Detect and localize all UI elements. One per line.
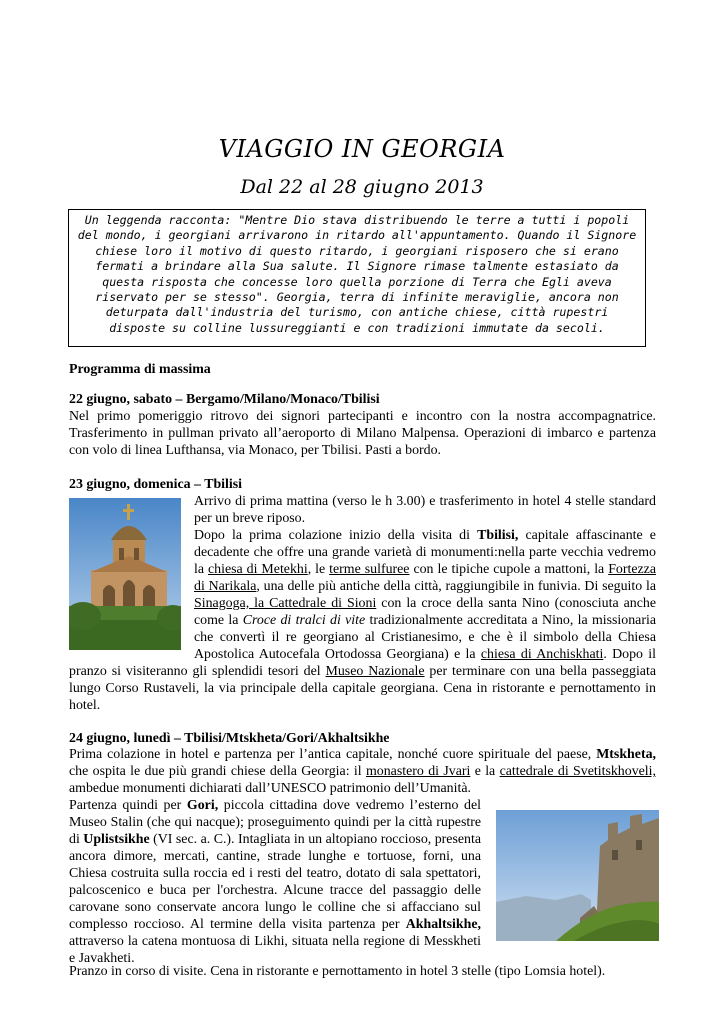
day3-text-1: Prima colazione in hotel e partenza per l’antica capitale, nonché cuore spirituale del paese, Mtskheta, che ospita le due più grandi chiese della Georgia: il monastero di Jvari e la cattedrale di Svetitskhoveli, ambedue monumenti dichiarati dall’UNESCO patrimonio dell’Umanità. [69,747,657,796]
day1-heading: 22 giugno, sabato – Bergamo/Milano/Monaco/Tbilisi [69,392,380,407]
link-metekhi: chiesa di Metekhi [208,562,308,577]
day2-intro: Arrivo di prima mattina (verso le h 3.00) e trasferimento in hotel 4 stelle standard per un breve riposo. [194,494,656,526]
legend-text: Un leggenda racconta: "Mentre Dio stava distribuendo le terre a tutti i popoli del mondo, i georgiani arrivarono in ritardo all'appuntamento. Quando il Signore chiese loro il motivo di questo ritardo, i georgiani risposero che si erano fermati a brindare alla Sua salute. Il Signore rimase talmente estasiato da questa risposta che concesse loro quella porzione di Terra che Egli aveva riservato per se stesso". Georgia, terra di infinite meraviglie, ancora non deturpata dall'industria del turismo, con antiche chiese, città rupestri disposte su colline lussureggianti e con tradizioni immutate da secoli. [77,213,637,335]
link-terme: terme sulfuree [329,562,410,577]
link-jvari: monastero di Jvari [365,764,471,779]
program-heading: Programma di massima [69,362,211,377]
link-fortezza: Fortezza di Narikala [194,562,657,594]
day1-text: Nel primo pomeriggio ritrovo dei signori partecipanti e incontro con la nostra accompagnatrice. Trasferimento in pullman privato all’aeroporto di Milano Malpensa. Operazioni di imbarco e partenza con volo di linea Lufthansa, via Monaco, per Tbilisi. Pasti a bordo. [69,409,656,458]
day2-heading: 23 giugno, domenica – Tbilisi [69,477,243,492]
day2-visit-text: Dopo la prima colazione inizio della visita di Tbilisi, capitale affascinante e decadente che offre una grande varietà di monumenti:nella parte vecchia vedremo la chiesa di Metekhi, le terme sulfuree con le tipiche cupole a mattoni, la Fortezza di Narikala, una delle più antiche della città, raggiungibile in funivia. Di seguito la Sinagoga, la Cattedrale di Sioni con la croce della santa Nino (conosciuta anche come la Croce di tralci di vite tradizionalmente accreditata a Nino, la missionaria che convertì il re georgiano al Cristianesimo, e che è il simbolo della Chiesa Apostolica Autocefala Ortodossa Georgiana) e la chiesa di Anchiskhati. Dopo il pranzo si visiteranno gli splendidi tesori del Museo Nazionale per terminare con una bella passeggiata lungo Corso Rustaveli, la via principale della capitale georgiana. Cena in ristorante e pernottamento in hotel. [69,528,657,713]
fortress-photo [496,810,659,941]
day3-text-2: Partenza quindi per Gori, piccola cittadina dove vedremo l’esterno del Museo Stalin (che qui nacque); proseguimento quindi per la città rupestre di Uplistsikhe (VI sec. a. C.). Intagliata in un altopiano roccioso, presenta ancora dimore, mercati, cantine, strade lunghe e tortuose, forni, una Chiesa costruita sulla roccia ed i resti del teatro, dotato di sala spettatori, palcoscenico e buca per l'orchestra. Alcune tracce del passaggio delle carovane sono conservate ancora lungo le colline che si affacciano sul complesso roccioso. Al termine della visita partenza per Akhaltsikhe, attraverso la catena montuosa di Likhi, situata nella regione di Messkheti e Javakheti. [69,798,482,966]
link-svetitskhoveli: cattedrale di Svetitskhoveli, [499,764,657,779]
page-title: VIAGGIO IN GEORGIA [218,135,506,163]
link-museo: Museo Nazionale [325,664,425,679]
link-anchiskhati: chiesa di Anchiskhati [480,647,604,662]
link-sinagoga: Sinagoga, la Cattedrale di Sioni [194,596,377,611]
day3-heading: 24 giugno, lunedì – Tbilisi/Mtskheta/Gori/Akhaltsikhe [69,731,390,746]
day3-text-3: Pranzo in corso di visite. Cena in ristorante e pernottamento in hotel 3 stelle (tipo Lomsia hotel). [69,964,606,979]
page-subtitle: Dal 22 al 28 giugno 2013 [240,176,484,198]
legend-quote-box [68,209,646,347]
